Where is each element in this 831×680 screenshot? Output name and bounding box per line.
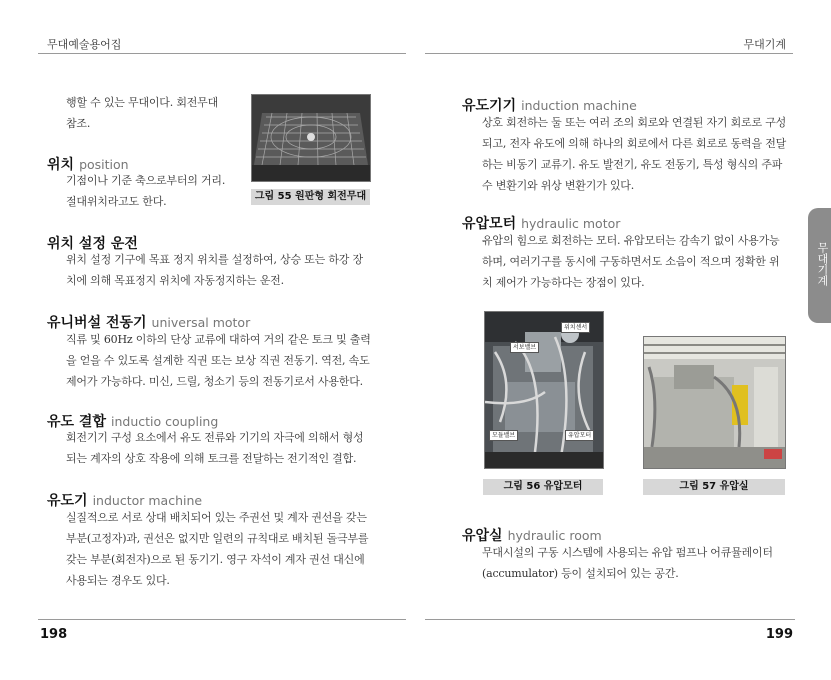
term-ko: 위치 설정 운전 (47, 236, 138, 252)
text-line: (accumulator) 등이 설치되어 있는 공간. (482, 567, 679, 580)
header-rule-right (425, 53, 793, 54)
label-hydraulic-motor: 유압모터 (565, 430, 594, 441)
text-line: 위치 설정 기구에 목표 정지 위치를 설정하여, 상승 또는 하강 장 (66, 253, 363, 266)
header-rule-left (38, 53, 406, 54)
text-line: 참조. (66, 117, 91, 130)
definition-inductor-machine (66, 507, 386, 591)
definition-induction-coupling (66, 427, 386, 469)
term-ko: 유압모터 (462, 216, 517, 232)
text-line: 사용되는 경우도 있다. (66, 574, 170, 587)
text-line: 치에 의해 목표정지 위치에 자동정지하는 운전. (66, 274, 284, 287)
text-line: 상호 회전하는 둘 또는 여러 조의 회로와 연결된 자기 회로로 구성 (482, 116, 787, 129)
text-line: 치 제어가 가능하다는 장점이 있다. (482, 276, 645, 289)
side-tab-label: 무대기계 (816, 242, 829, 286)
text-line: 부분(고정자)과, 권선은 없지만 일련의 규칙대로 배치된 돌극부를 (66, 532, 369, 545)
footer-rule-left (38, 619, 406, 620)
definition-position (66, 170, 246, 212)
chapter-side-tab[interactable] (808, 208, 831, 323)
hydraulic-room-photo (643, 336, 786, 469)
figure-56-caption: 그림 56 유압모터 (483, 479, 603, 495)
footer-rule-right (425, 619, 795, 620)
text-line: 회전기기 구성 요소에서 유도 전류와 기기의 자극에 의해서 형성 (66, 431, 364, 444)
text-line: 되고, 전자 유도에 의해 하나의 회로에서 다른 회로로 동력을 전달 (482, 137, 787, 150)
text-line: 제어가 가능하다. 미신, 드릴, 청소기 등의 전동기로서 사용한다. (66, 375, 363, 388)
text-line: 하며, 여러기구를 동시에 구동하면서도 소음이 적으며 정확한 위 (482, 255, 780, 268)
header-chapter-title: 무대기계 (743, 38, 786, 51)
term-en: hydraulic motor (521, 216, 621, 231)
term-ko: 유도 결합 (47, 414, 106, 430)
text-line: 수 변환기와 위상 변환기가 있다. (482, 179, 635, 192)
text-line: 갖는 부분(회전자)으로 된 동기기. 영구 자석이 계자 권선 대신에 (66, 553, 365, 566)
text-line: 하는 비동기 교류기. 유도 발전기, 유도 전동기, 특성 형식의 주파 (482, 158, 783, 171)
page-number-left: 198 (40, 627, 68, 642)
label-position-sensor: 위치센서 (561, 322, 590, 333)
term-ko: 유도기기 (462, 98, 517, 114)
hydraulic-motor-photo (484, 311, 604, 469)
label-module-valve: 모듈밸브 (489, 430, 518, 441)
definition-position-setting (66, 249, 386, 291)
revolving-stage-photo (251, 94, 371, 182)
term-ko: 유압실 (462, 528, 503, 544)
text-line: 을 얻을 수 있도록 설계한 직권 또는 보상 직권 전동기. 역전, 속도 (66, 354, 370, 367)
continuation-text (66, 92, 236, 134)
page-number-right: 199 (765, 627, 793, 642)
header-book-title: 무대예술용어집 (47, 38, 122, 51)
definition-hydraulic-room (482, 542, 792, 584)
term-en: hydraulic room (507, 528, 602, 543)
term-ko: 유도기 (47, 493, 88, 509)
text-line: 절대위치라고도 한다. (66, 195, 167, 208)
text-line: 행할 수 있는 무대이다. 회전무대 (66, 96, 219, 109)
definition-induction-machine (482, 112, 792, 196)
term-en: induction machine (521, 98, 637, 113)
text-line: 유압의 힘으로 회전하는 모터. 유압모터는 감속기 없이 사용가능 (482, 234, 780, 247)
term-en: universal motor (151, 315, 251, 330)
figure-57-caption: 그림 57 유압실 (643, 479, 785, 495)
definition-hydraulic-motor (482, 230, 792, 293)
label-servo-valve: 서보밸브 (510, 342, 539, 353)
term-ko: 유니버설 전동기 (47, 315, 147, 331)
text-line: 되는 계자의 상호 작용에 의해 토크를 전달하는 전기적인 결합. (66, 452, 357, 465)
text-line: 실질적으로 서로 상대 배치되어 있는 주권선 및 계자 권선을 갖는 (66, 511, 367, 524)
term-en: inductor machine (92, 493, 203, 508)
term-en: inductio coupling (110, 414, 219, 429)
term-en: position (79, 157, 129, 172)
figure-55-caption: 그림 55 원판형 회전무대 (251, 189, 370, 205)
definition-universal-motor (66, 329, 386, 392)
text-line: 직류 및 60Hz 이하의 단상 교류에 대하여 거의 같은 토크 및 출력 (66, 333, 371, 346)
text-line: 기점이나 기준 축으로부터의 거리. (66, 174, 226, 187)
term-ko: 위치 (47, 157, 75, 173)
text-line: 무대시설의 구동 시스템에 사용되는 유압 펌프나 어큐뮬레이터 (482, 546, 773, 559)
